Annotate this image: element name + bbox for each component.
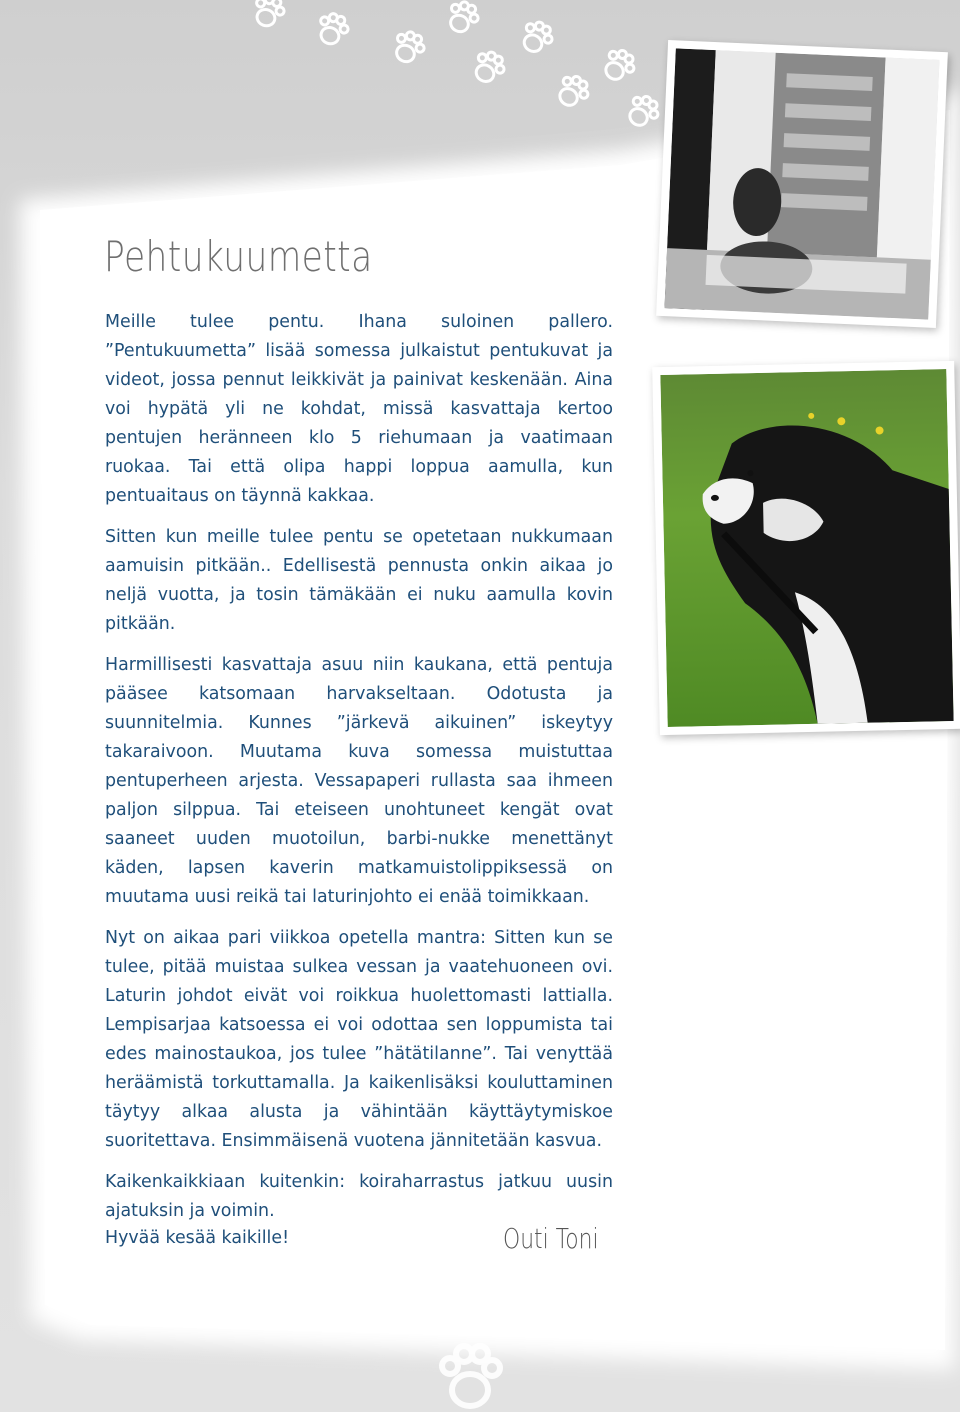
author-signature: Outi Toni (503, 1222, 599, 1255)
article-title: Pehtukuumetta (104, 232, 373, 281)
article-paragraph: Meille tulee pentu. Ihana suloinen pallero. ”Pentukuumetta” lisää somessa julkaistut pentukuvat ja videot, jossa pennut leikkivät ja painivat keskenään. Aina voi hypätä yli ne kohdat, missä kasvattaja kertoo pentujen heränneen klo 5 riehumaan ja vaatimaan ruokaa. Tai että olipa happi loppua aamulla, kun pentuaitaus on täynnä kakkaa. (105, 312, 613, 506)
closing-greeting: Hyvää kesää kaikille! (105, 1228, 290, 1248)
article-paragraph: Sitten kun meille tulee pentu se opetetaan nukkumaan aamuisin pitkään.. Edellisestä pennusta onkin aikaa jo neljä vuotta, ja tosin tämäkään ei nuku aamulla kovin pitkään. (105, 527, 613, 634)
photo-image (660, 369, 953, 727)
article-paragraph: Nyt on aikaa pari viikkoa opetella mantra: Sitten kun se tulee, pitää muistaa sulkea vessan ja vaatehuoneen ovi. Laturin johdot eivät voi roikkua huolettomasti lattialla. Lempisarjaa katsoessa ei voi odottaa sen loppumista tai edes mainostaukoa, jos tulee ”hätätilanne”. Tai venyttää heräämistä torkuttamalla. Ja kaikenlisäksi kouluttaminen täytyy alkaa alusta ja vähintään käyttäytymiskoe suoritettava. Ensimmäisenä vuotena jännitetään kasvua. (105, 928, 613, 1151)
photo-puppy-grass (652, 361, 960, 735)
photo-image (664, 48, 939, 319)
article-paragraph: Kaikenkaikkiaan kuitenkin: koiraharrastus jatkuu uusin ajatuksin ja voimin. (105, 1172, 613, 1221)
photo-puppy-doorway (656, 40, 948, 328)
article-body (105, 308, 613, 1238)
article-paragraph: Harmillisesti kasvattaja asuu niin kaukana, että pentuja pääsee katsomaan harvakseltaan. Odotusta ja suunnitelmia. Kunnes ”järkevä aikuinen” iskeytyy takaraivoon. Muutama kuva somessa muistuttaa pentuperheen arjesta. Vessapaperi rullasta saa ihmeen paljon silppua. Tai eteiseen unohtuneet kengät ovat saaneet uuden muotoilun, barbi-nukke menettänyt käden, lapsen kaverin matkamuistolippiksessä on muutama uusi reikä tai laturinjohto ei enää toimikkaan. (105, 655, 613, 907)
